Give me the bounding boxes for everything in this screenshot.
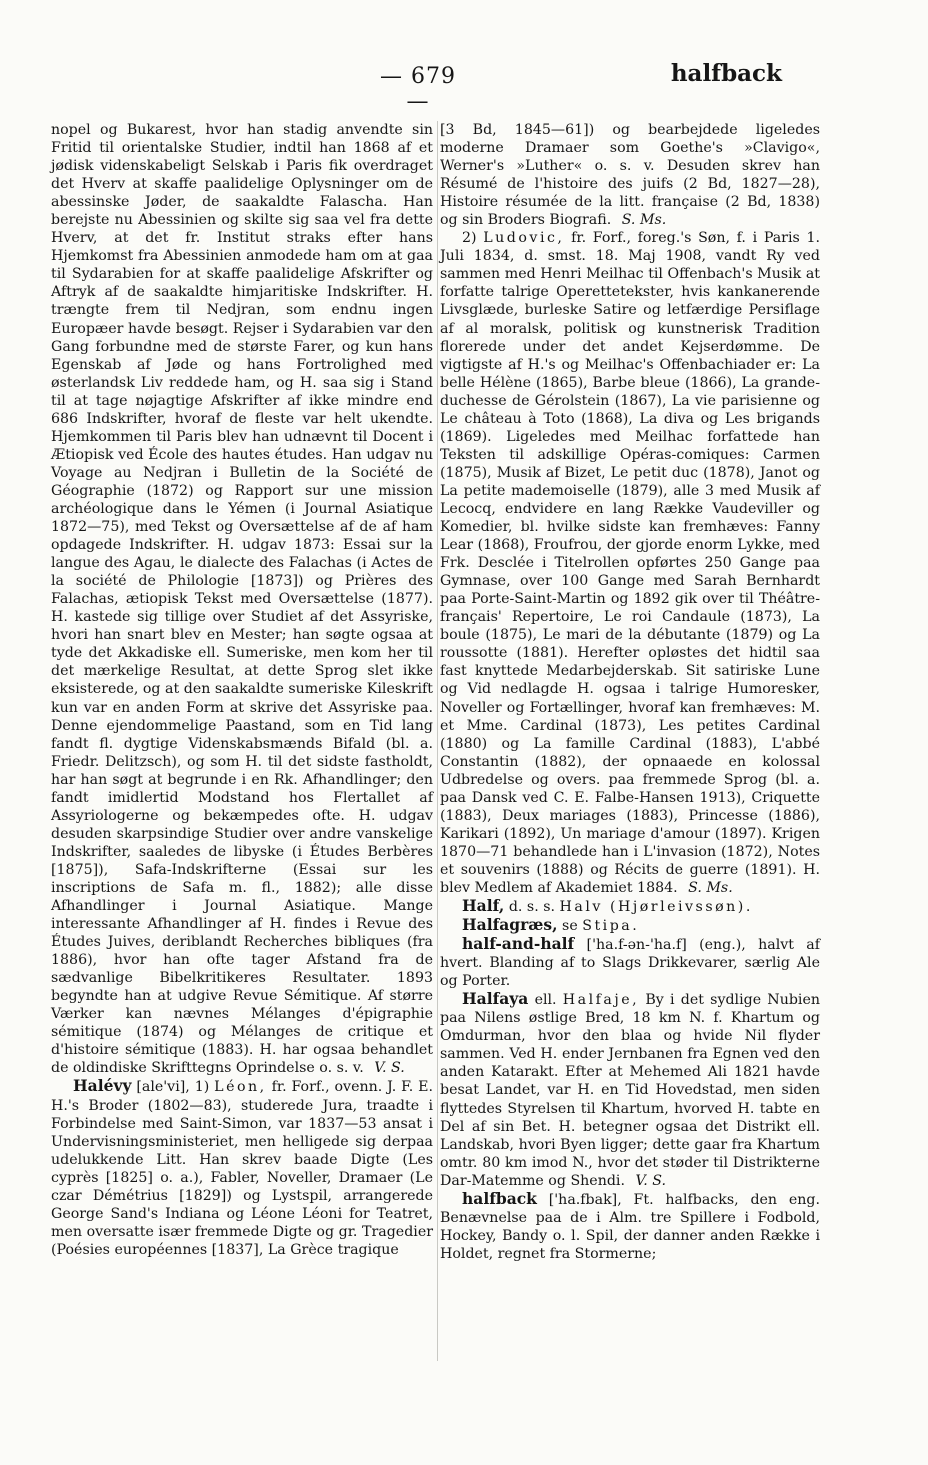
page-number: — 679 — <box>380 64 456 114</box>
entry-text: [3 Bd, 1845—61]) og bearbejdede ligeledes moderne Dramaer som Goethe's »Clavigo«, Werner's »Luther« o. s. v. Desuden skrev han Résumé de l'histoire des juifs (2 Bd, 1827—28), Histoire résumée de la litt. française (2 Bd, 1838) og sin Broders Biografi. <box>440 122 820 229</box>
running-head: halfback <box>670 60 782 87</box>
cross-reference: Halv (Hjørleivssøn). <box>559 899 753 916</box>
entry-half <box>440 897 820 916</box>
right-column <box>440 121 820 1263</box>
entry-halevy <box>51 1077 433 1258</box>
person-name-ludovic: Ludovic, <box>483 230 565 247</box>
headword-half: Half, <box>462 896 505 916</box>
author-signature: S. Ms. <box>688 879 733 896</box>
headword-halfagraes: Halfagræs, <box>462 915 558 935</box>
cross-reference: Stipa. <box>582 918 640 935</box>
entry-text: ['ha.f-ən-'ha.f] (eng.), halvt af hvert. Blanding af to Slags Drikkevarer, særlig Ale og Porter. <box>440 937 821 990</box>
column-divider <box>437 121 438 1361</box>
author-signature: V. S. <box>635 1172 666 1189</box>
entry-text: se <box>562 918 578 935</box>
entry-text: fr. Forf., foreg.'s Søn, f. i Paris 1. Juli 1834, d. smst. 18. Maj 1908, vandt Ry ved sammen med Henri Meilhac til Offenbach's Musik at forfatte talrige Operettetekster, hvis kankanerende Livsglæde, burleske Satire og letfærdige Persiflage af al moralsk, politisk og kunstnerisk Tradition florerede under det andet Kejserdømme. De vigtigste af H.'s og Meilhac's Offenbachiader er: La belle Hélène (1865), Barbe bleue (1866), La grande-duchesse de Gérolstein (1867), La vie parisienne og Le château à Toto (1868), La diva og Les brigands (1869). Ligeledes med Meilhac forfattede han Teksten til adskillige Opéras-comiques: Carmen (1875), Musik af Bizet, Le petit duc (1878), Janot og La petite mademoiselle (1879), alle 3 med Musik af Lecocq, endvidere en lang Række Vaudeviller og Komedier, bl. hvilke sidste kan fremhæves: Fanny Lear (1868), Froufrou, der gjorde enorm Lykke, med Frk. Desclée i Titelrollen opførtes 250 Gange paa Gymnase, over 100 Gange med Sarah Bernhardt paa Porte-Saint-Martin og 1892 gik over til Théâtre-français' Repertoire, Le roi Candaule (1873), La boule (1875), Le mari de la débutante (1879) og La roussotte (1881). Herefter opløstes det hidtil saa fast knyttede Medarbejderskab. Sit satiriske Lune og Vid nedlagde H. ogsaa i talrige Humoresker, Noveller og Fortællinger, hvoraf kan fremhæves: M. et Mme. Cardinal (1873), Les petites Cardinal (1880) og La famille Cardinal (1883), L'abbé Constantin (1882), der opnaaede en kolossal Udbredelse og overs. paa fremmede Sprog (bl. a. paa Dansk ved C. E. Falbe-Hansen 1913), Criquette (1883), Deux mariages (1883), Princesse (1886), Karikari (1892), Un mariage d'amour (1897). Krigen 1870—71 behandlede han i L'invasion (1872), Notes et souvenirs (1888) og Récits de guerre (1891). H. blev Medlem af Akademiet 1884. <box>440 230 820 896</box>
person-name-leon: Léon, <box>214 1079 267 1096</box>
alternate-name: Halfaje, <box>562 992 640 1009</box>
author-signature: V. S. <box>374 1060 405 1077</box>
entry-halfagraes <box>440 916 820 935</box>
entry-text: By i det sydlige Nubien paa Nilens østlige Bred, 18 km N. f. Khartum og Omdurman, hvor den blaa og hvide Nil flyder sammen. Ved H. ender Jernbanen fra Egnen ved den anden Katarakt. Efter at Mehemed Ali 1821 havde besat Landet, var H. en Tid Hovedstad, men siden flyttedes Styrelsen til Khartum, hvorved H. tabte en Del af sin Bet. H. betegner ogsaa det Distrikt ell. Landskab, hvori Byen ligger; dette gaar fra Khartum omtr. 80 km imod N., hvor det støder til Distrikterne Dar-Matemme og Shendi. <box>440 992 821 1189</box>
headword-halfaya: Halfaya <box>462 989 529 1009</box>
headword-halfback: halfback <box>462 1188 537 1208</box>
entry-text: ell. <box>534 992 557 1009</box>
entry-halevy-joseph-cont <box>51 121 433 1077</box>
entry-halevy-ludovic <box>440 229 820 897</box>
entry-halfback <box>440 1190 820 1263</box>
entry-half-and-half <box>440 935 820 990</box>
entry-text: d. s. s. <box>508 899 556 916</box>
headword-halevy: Halévy <box>73 1076 132 1096</box>
entry-halfaya <box>440 990 820 1190</box>
entry-text: nopel og Bukarest, hvor han stadig anvendte sin Fritid til orientalske Studier, indtil han 1868 af et jødisk videnskabeligt Selskab i Paris fik overdraget det Hverv at skaffe paalidelige Oplysninger om de abessinske Jøder, de saakaldte Falascha. Han berejste nu Abessinien og skilte sig saa vel fra dette Hverv, at det fr. Institut straks efter hans Hjemkomst fra Abessinien anmodede ham om at gaa til Sydarabien for at skaffe paalidelige Afskrifter og Aftryk af de saakaldte himjaritiske Indskrifter. H. trængte frem til Nedjran, som endnu ingen Europæer havde besøgt. Rejser i Sydarabien var den Gang forbundne med de største Farer, og kun hans Egenskab af Jøde og hans Fortrolighed med østerlandsk Liv reddede ham, og H. saa sig i Stand til at tage nøjagtige Afskrifter af ikke mindre end 686 Indskrifter, hvoraf de fleste var helt ukendte. Hjemkommen til Paris blev han udnævnt til Docent i Ætiopisk ved École des hautes études. Han udgav nu Voyage au Nedjran i Bulletin de la Société de Géographie (1872) og Rapport sur une mission archéologique dans le Yémen (i Journal Asiatique 1872—75), med Tekst og Oversættelse af de af ham opdagede Indskrifter. H. udgav 1873: Essai sur la langue des Agau, le dialecte des Falachas (i Actes de la société de Philologie [1873]) og Prières des Falachas, ætiopisk Tekst med Oversættelse (1877). H. kastede sig tillige over Studiet af det Assyriske, hvori han snart blev en Mester; han søgte ogsaa at tyde det Akkadiske ell. Sumeriske, men kom her til det mærkelige Resultat, at dette Sprog slet ikke eksisterede, og at den saakaldte sumeriske Kileskrift kun var en anden Form at skrive det Assyriske paa. Denne ejendommelige Paastand, som en Tid lang fandt fl. dygtige Videnskabsmænds Bifald (bl. a. Friedr. Delitzsch), og som H. til det sidste fastholdt, har han søgt at begrunde i en Rk. Afhandlinger; den fandt imidlertid Modstand hos Flertallet af Assyriologerne og bekæmpedes ofte. H. udgav desuden skarpsindige Studier over andre vanskelige Indskrifter, saaledes de libyske (i Études Berbères [1875]), Safa-Indskrifterne (Essai sur les inscriptions de Safa m. fl., 1882); alle disse Afhandlinger i Journal Asiatique. Mange interessante Afhandlinger af H. findes i Revue des Études Juives, deriblandt Recherches bibliques (fra 1886), hvor han ofte tager Afstand fra de sædvanlige Bibelkritikeres Resultater. 1893 begyndte han at udgive Revue Sémitique. Af større Værker kan nævnes Mélanges d'épigraphie sémitique (1874) og Mélanges de critique et d'histoire sémitique (1883). H. har ogsaa behandlet de oldindiske Skrifttegns Oprindelse o. s. v. <box>51 122 433 1077</box>
entry-halevy-leon-cont <box>440 121 820 229</box>
headword-half-and-half: half-and-half <box>462 934 575 954</box>
sub-number: 2) <box>462 230 477 247</box>
left-column <box>51 121 433 1259</box>
entry-text: fr. Forf., ovenn. J. F. E. H.'s Broder (1802—83), studerede Jura, traadte i Forbindelse med Saint-Simon, var 1837—53 ansat i Undervisningsministeriet, men helligede sig derpaa udelukkende Litt. Han skrev baade Digte (Les cyprès [1825] o. a.), Fabler, Noveller, Dramaer (Le czar Démétrius [1829]) og Lystspil, arrangerede George Sand's Indiana og Léone Léoni for Teatret, men oversatte især fremmede Digte og gr. Tragedier (Poésies européennes [1837], La Grèce tragique <box>51 1079 434 1258</box>
author-signature: S. Ms. <box>621 212 667 229</box>
sub-number: 1) <box>194 1079 210 1096</box>
entry-text: ['ha.fbak], Ft. halfbacks, den eng. Benævnelse paa de i Alm. tre Spillere i Fodbold, Hockey, Bandy o. l. Spil, der danner anden Række i Holdet, regnet fra Stormerne; <box>440 1191 820 1262</box>
pronunciation: [ale'vi], <box>136 1079 190 1096</box>
